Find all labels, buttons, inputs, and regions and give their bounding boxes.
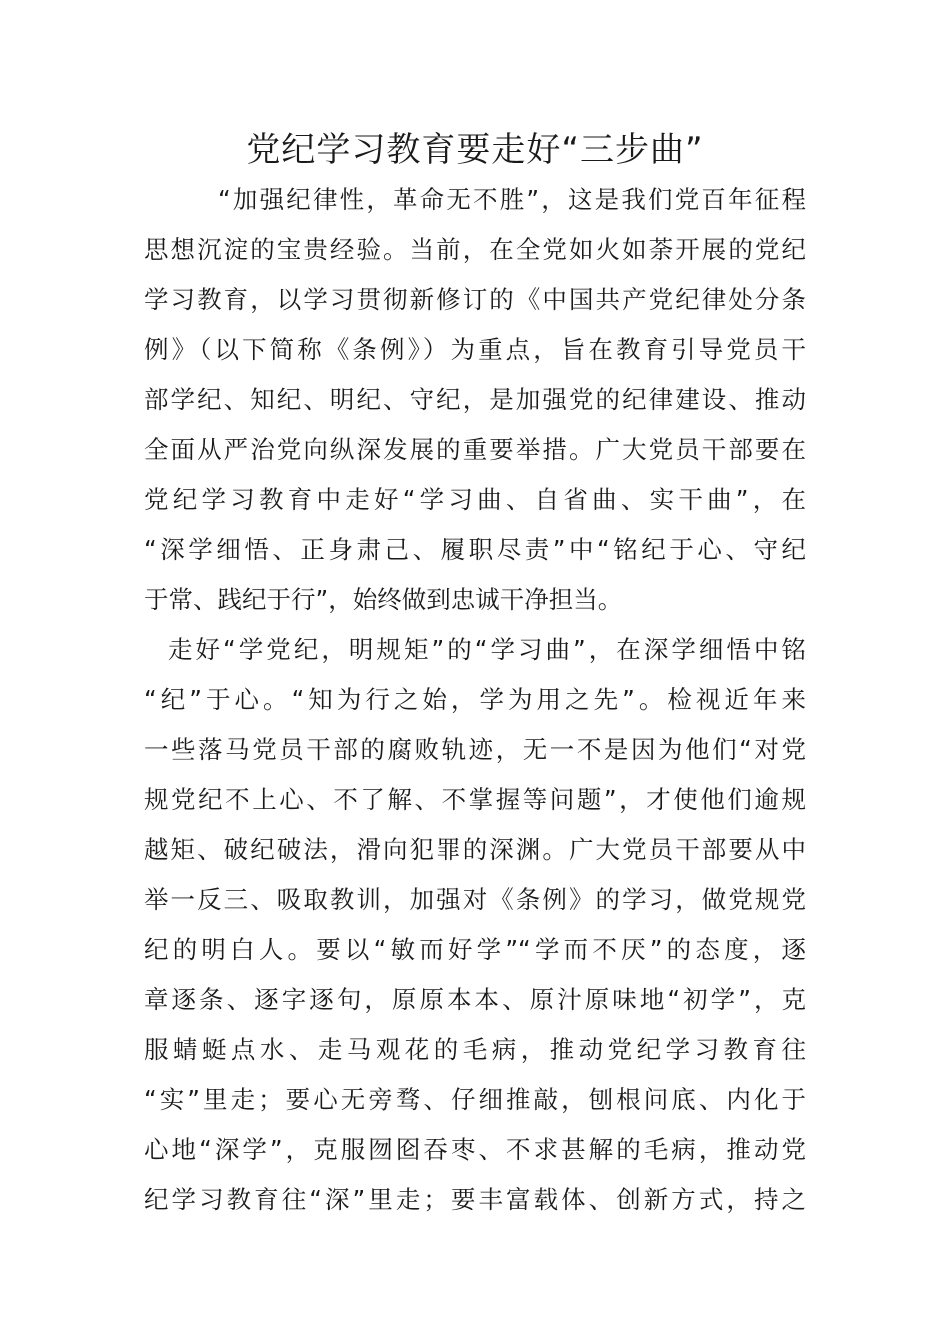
paragraph-2-line-2: “纪”于心。“知为行之始，学为用之先”。检视近年来 <box>144 685 806 714</box>
paragraph-1-line-8: “深学细悟、正身肃己、履职尽责”中“铭纪于心、守纪 <box>144 535 806 564</box>
paragraph-2-line-9: 服蜻蜓点水、走马观花的毛病，推动党纪学习教育往 <box>144 1035 806 1064</box>
paragraph-2-line-11: 心地“深学”，克服囫囵吞枣、不求甚解的毛病，推动党 <box>144 1135 806 1164</box>
paragraph-2-line-12: 纪学习教育往“深”里走；要丰富载体、创新方式，持之 <box>144 1185 806 1214</box>
paragraph-1-line-4: 例》（以下简称《条例》）为重点，旨在教育引导党员干 <box>144 335 806 364</box>
paragraph-2-line-1: 走好“学党纪，明规矩”的“学习曲”，在深学细悟中铭 <box>168 635 806 664</box>
paragraph-1-line-2: 思想沉淀的宝贵经验。当前，在全党如火如荼开展的党纪 <box>144 235 806 264</box>
paragraph-2-line-7: 纪的明白人。要以“敏而好学”“学而不厌”的态度，逐 <box>144 935 806 964</box>
paragraph-1-line-3: 学习教育，以学习贯彻新修订的《中国共产党纪律处分条 <box>144 285 806 314</box>
paragraph-2-line-6: 举一反三、吸取教训，加强对《条例》的学习，做党规党 <box>144 885 806 914</box>
paragraph-2-line-5: 越矩、破纪破法，滑向犯罪的深渊。广大党员干部要从中 <box>144 835 806 864</box>
paragraph-2-line-3: 一些落马党员干部的腐败轨迹，无一不是因为他们“对党 <box>144 735 806 764</box>
paragraph-2-line-10: “实”里走；要心无旁骛、仔细推敲，刨根问底、内化于 <box>144 1085 806 1114</box>
paragraph-1-line-6: 全面从严治党向纵深发展的重要举措。广大党员干部要在 <box>144 435 806 464</box>
paragraph-1-line-1: “加强纪律性，革命无不胜”，这是我们党百年征程 <box>218 185 806 214</box>
paragraph-2-line-8: 章逐条、逐字逐句，原原本本、原汁原味地“初学”，克 <box>144 985 806 1014</box>
paragraph-1-line-9: 于常、践纪于行”，始终做到忠诚干净担当。 <box>144 585 623 614</box>
paragraph-1-line-7: 党纪学习教育中走好“学习曲、自省曲、实干曲”，在 <box>144 485 806 514</box>
paragraph-1-line-5: 部学纪、知纪、明纪、守纪，是加强党的纪律建设、推动 <box>144 385 806 414</box>
paragraph-2-line-4: 规党纪不上心、不了解、不掌握等问题”，才使他们逾规 <box>144 785 806 814</box>
document-title: 党纪学习教育要走好“三步曲” <box>246 130 704 170</box>
